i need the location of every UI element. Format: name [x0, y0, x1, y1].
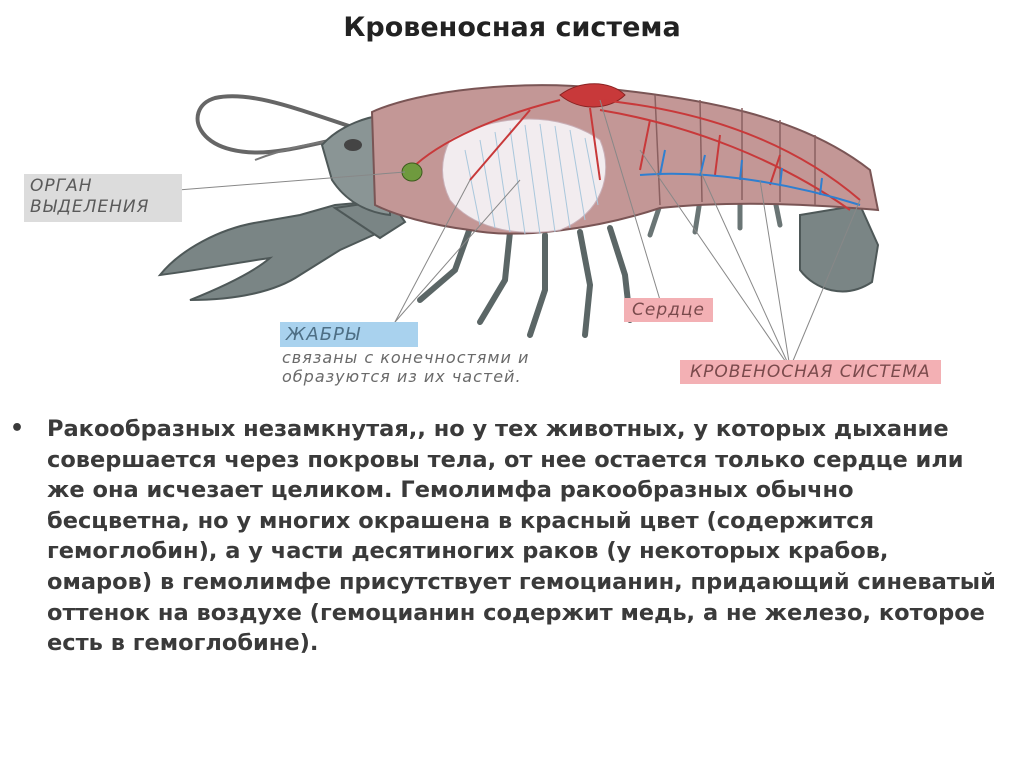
bullet-list: [10, 414, 1000, 659]
gills-note: связаны с конечностями и образуются из их частей.: [282, 348, 530, 386]
walking-legs: [420, 228, 630, 335]
claw: [160, 200, 405, 300]
tail-fan: [800, 205, 878, 291]
slide-title: Кровеносная система: [343, 12, 681, 43]
gills: [443, 119, 606, 232]
gills-label: ЖАБРЫ: [280, 322, 418, 347]
bullet-text: Ракообразных незамкнутая,, но у тех животных, у которых дыхание совершается через покровы тела, от нее остается только сердце или же она исчезает целиком. Гемолимфа ракообразных обычно бесцветна, но у многих окрашена в красный цвет (содержится гемоглобин), а у части десятиногих раков (у некоторых крабов, омаров) в гемолимфе присутствует гемоцианин, придающий синеватый оттенок на воздухе (гемоцианин содержит медь, а не железо, которое есть в гемоглобине).: [47, 416, 996, 657]
bullet-marker: •: [10, 416, 25, 441]
heart-label: Сердце: [624, 298, 713, 322]
bullet-item: [10, 414, 1000, 659]
eye: [344, 139, 362, 151]
circulatory-system-label: КРОВЕНОСНАЯ СИСТЕМА: [680, 360, 941, 384]
excretory-organ-label: ОРГАН ВЫДЕЛЕНИЯ: [24, 174, 182, 222]
